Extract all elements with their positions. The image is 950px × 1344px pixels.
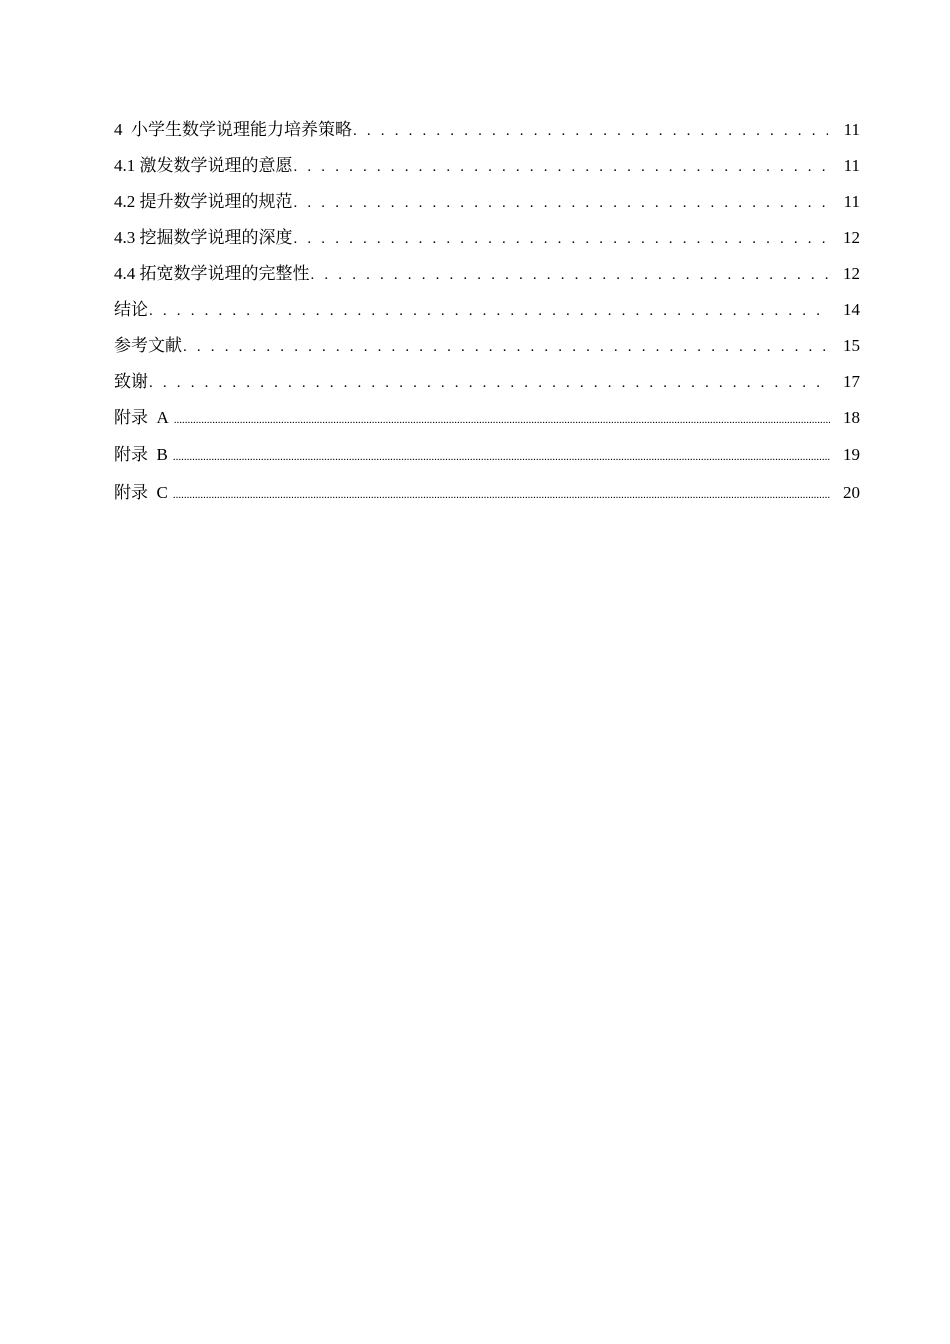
toc-entry-label: 附录 A (114, 408, 169, 427)
toc-entry-4-1[interactable] (114, 148, 860, 184)
toc-entry-label: 4.1 激发数学说理的意愿 (114, 156, 293, 175)
toc-entry-appendix-a[interactable] (114, 400, 860, 436)
toc-entry-page: 15 (843, 336, 860, 355)
toc-entry-page: 17 (843, 372, 860, 391)
toc-dot-leader (149, 293, 828, 329)
toc-entry-label: 4.2 提升数学说理的规范 (114, 192, 293, 211)
toc-entry-page: 14 (843, 300, 860, 319)
toc-entry-conclusion[interactable] (114, 292, 860, 328)
toc-entry-appendix-c[interactable] (114, 474, 860, 512)
toc-entry-references[interactable] (114, 328, 860, 364)
toc-entry-label: 附录 C (114, 482, 168, 502)
toc-entry-4-4[interactable] (114, 256, 860, 292)
toc-entry-label: 4 小学生数学说理能力培养策略 (114, 120, 352, 139)
toc-entry-page: 19 (843, 445, 860, 464)
toc-entry-acknowledgements[interactable] (114, 364, 860, 400)
toc-entry-page: 11 (843, 156, 860, 175)
toc-entry-label: 附录 B (114, 445, 168, 464)
toc-dot-leader (353, 113, 828, 149)
toc-entry-page: 11 (843, 120, 860, 139)
toc-dot-leader (173, 439, 830, 477)
toc-entry-page: 12 (843, 264, 860, 283)
toc-dot-leader (311, 257, 829, 293)
toc-dot-leader (174, 402, 830, 438)
toc-entry-chapter-4[interactable] (114, 112, 860, 148)
toc-dot-leader (149, 365, 828, 401)
toc-dot-leader (294, 185, 829, 221)
toc-dot-leader (183, 329, 828, 365)
toc-entry-label: 参考文献 (114, 336, 182, 355)
table-of-contents (114, 112, 860, 511)
toc-dot-leader (294, 149, 829, 185)
toc-entry-page: 12 (843, 228, 860, 247)
toc-dot-leader (173, 477, 830, 515)
toc-entry-4-3[interactable] (114, 220, 860, 256)
toc-entry-label: 4.3 挖掘数学说理的深度 (114, 228, 293, 247)
toc-dot-leader (294, 221, 829, 257)
toc-entry-appendix-b[interactable] (114, 436, 860, 474)
toc-entry-4-2[interactable] (114, 184, 860, 220)
toc-entry-label: 结论 (114, 300, 148, 319)
toc-entry-page: 20 (843, 482, 860, 502)
toc-entry-page: 18 (843, 408, 860, 427)
toc-entry-label: 4.4 拓宽数学说理的完整性 (114, 264, 310, 283)
toc-entry-label: 致谢 (114, 372, 148, 391)
toc-entry-page: 11 (843, 192, 860, 211)
